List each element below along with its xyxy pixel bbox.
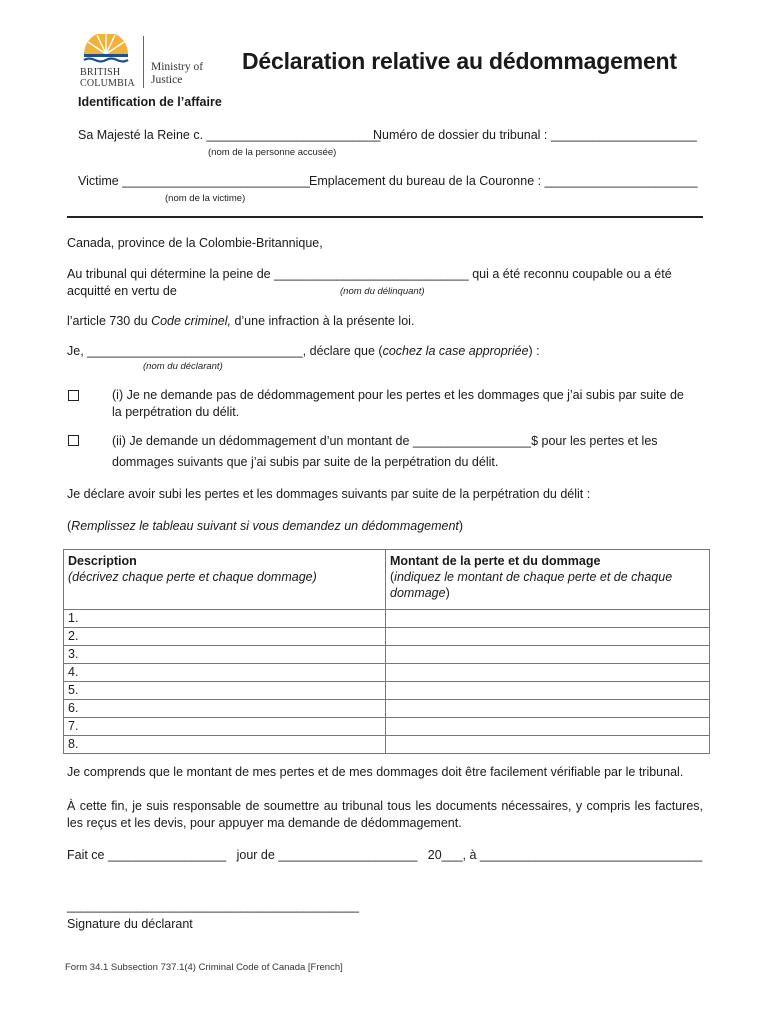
option2-line1: [112, 433, 712, 450]
victim-line: [78, 173, 310, 190]
offender-hint: (nom du délinquant): [340, 286, 425, 297]
table-row: [64, 664, 710, 682]
document-title: Déclaration relative au dédommagement: [242, 48, 677, 74]
table-instruction-text: Remplissez le tableau suivant si vous demandez un dédommagement: [71, 519, 459, 533]
court-text-b: qui a été reconnu coupable ou a été: [468, 267, 672, 281]
amount-subheader-text: indiquez le montant de chaque perte et de chaque dommage: [390, 570, 673, 600]
bc-wordmark-line2: COLUMBIA: [80, 78, 135, 89]
jour-de-label: jour de: [226, 848, 279, 862]
row-number[interactable]: 1.: [64, 610, 386, 628]
amount-subheader-open: (: [390, 570, 395, 584]
je-text-b: , déclare que (: [302, 344, 383, 358]
row-number[interactable]: 5.: [64, 682, 386, 700]
court-line-1: [67, 266, 707, 283]
logo-divider: [143, 36, 144, 88]
row-number[interactable]: 3.: [64, 646, 386, 664]
table-row: [64, 628, 710, 646]
je-text-c: ) :: [528, 344, 540, 358]
table-row: [64, 610, 710, 628]
amount-cell[interactable]: [386, 664, 710, 682]
form-footer: Form 34.1 Subsection 737.1(4) Criminal Code of Canada [French]: [65, 962, 343, 973]
crown-label: Sa Majesté la Reine c.: [78, 128, 207, 142]
amount-subheader: [390, 569, 705, 601]
option2-text: [112, 433, 712, 471]
amount-header-cell: [386, 550, 710, 610]
accused-name-field[interactable]: _________________________: [206, 128, 381, 142]
file-number-label: Numéro de dossier du tribunal :: [373, 128, 551, 142]
amount-cell[interactable]: [386, 736, 710, 754]
description-header-cell: [64, 550, 386, 610]
row-number[interactable]: 2.: [64, 628, 386, 646]
declarant-line: [67, 343, 540, 360]
amount-field[interactable]: _________________: [412, 434, 532, 448]
option2-text-a: (ii) Je demande un dédommagement d’un montant de: [112, 434, 413, 448]
table-instruction: [67, 518, 463, 535]
court-text-a: Au tribunal qui détermine la peine de: [67, 267, 275, 281]
ministry-line1: Ministry of: [151, 61, 204, 73]
je-instruction: cochez la case appropriée: [382, 344, 529, 358]
victim-hint: (nom de la victime): [165, 193, 246, 204]
criminal-code-reference: Code criminel,: [151, 314, 231, 328]
option2-line2: dommages suivants que j’ai subis par suite de la perpétration du délit.: [112, 455, 499, 469]
option2-text-b: $ pour les pertes et les: [531, 434, 658, 448]
loss-table-header: [64, 550, 710, 610]
table-row: [64, 718, 710, 736]
row-number[interactable]: 7.: [64, 718, 386, 736]
bc-wordmark: [80, 67, 135, 89]
option1-checkbox[interactable]: [68, 390, 79, 401]
declarant-hint: (nom du déclarant): [143, 361, 223, 372]
table-row: [64, 646, 710, 664]
amount-header: Montant de la perte et du dommage: [390, 554, 601, 568]
signed-date-line: [67, 847, 702, 864]
table-instruction-close: ): [458, 519, 464, 533]
case-id-heading: Identification de l’affaire: [78, 95, 222, 109]
table-row: [64, 700, 710, 718]
section-divider: [67, 216, 703, 218]
file-number-line: [373, 127, 697, 144]
day-field[interactable]: _________________: [108, 848, 227, 862]
crown-office-field[interactable]: ______________________: [544, 174, 698, 188]
amount-subheader-close: ): [445, 586, 450, 600]
amount-cell[interactable]: [386, 700, 710, 718]
bc-wordmark-line1: BRITISH: [80, 67, 121, 78]
victim-label: Victime: [78, 174, 123, 188]
amount-cell[interactable]: [386, 646, 710, 664]
province-line: Canada, province de la Colombie-Britannique,: [67, 236, 323, 250]
description-header: Description: [68, 554, 137, 568]
month-field[interactable]: ____________________: [278, 848, 418, 862]
article-text-b: d’une infraction à la présente loi.: [230, 314, 415, 328]
ministry-wordmark: [151, 61, 203, 87]
je-text-a: Je,: [67, 344, 88, 358]
option1-line2: la perpétration du délit.: [112, 405, 240, 419]
year-place-label: 20___, à: [417, 848, 480, 862]
signature-field[interactable]: __________________________________________: [67, 899, 359, 913]
article-text-a: l’article 730 du: [67, 314, 152, 328]
option1-text: [112, 387, 712, 421]
signature-label: Signature du déclarant: [67, 917, 193, 931]
row-number[interactable]: 6.: [64, 700, 386, 718]
row-number[interactable]: 4.: [64, 664, 386, 682]
crown-office-label: Emplacement du bureau de la Couronne :: [309, 174, 545, 188]
description-subheader: (décrivez chaque perte et chaque dommage): [68, 570, 317, 584]
option2-checkbox[interactable]: [68, 435, 79, 446]
amount-cell[interactable]: [386, 610, 710, 628]
file-number-field[interactable]: _____________________: [550, 128, 697, 142]
option1-line1: (i) Je ne demande pas de dédommagement pour les pertes et les dommages que j’ai subis par suite de: [112, 388, 684, 402]
ministry-line2: Justice: [151, 74, 183, 86]
offender-name-field[interactable]: ____________________________: [274, 267, 469, 281]
verifiable-statement: Je comprends que le montant de mes pertes et de mes dommages doit être facilement vérifiable par le tribunal.: [67, 765, 684, 779]
victim-name-field[interactable]: ___________________________: [122, 174, 310, 188]
court-line-2: acquitté en vertu de: [67, 284, 177, 298]
row-number[interactable]: 8.: [64, 736, 386, 754]
loss-table: [63, 549, 710, 754]
responsibility-statement: À cette fin, je suis responsable de soumettre au tribunal tous les documents nécessaires, y compris les factures, les reçus et les devis, pour appuyer ma demande de dédommagement.: [67, 799, 703, 830]
amount-cell[interactable]: [386, 628, 710, 646]
amount-cell[interactable]: [386, 718, 710, 736]
article-line: [67, 313, 414, 330]
place-field[interactable]: ________________________________: [479, 848, 703, 862]
table-instruction-open: (: [67, 519, 72, 533]
crown-office-line: [309, 173, 698, 190]
table-row: [64, 736, 710, 754]
declarant-name-field[interactable]: _______________________________: [87, 344, 303, 358]
amount-cell[interactable]: [386, 682, 710, 700]
accused-hint: (nom de la personne accusée): [208, 147, 337, 158]
table-row: [64, 682, 710, 700]
crown-line: [78, 127, 380, 144]
losses-statement: Je déclare avoir subi les pertes et les dommages suivants par suite de la perpétration du délit :: [67, 487, 591, 501]
fait-ce-label: Fait ce: [67, 848, 108, 862]
